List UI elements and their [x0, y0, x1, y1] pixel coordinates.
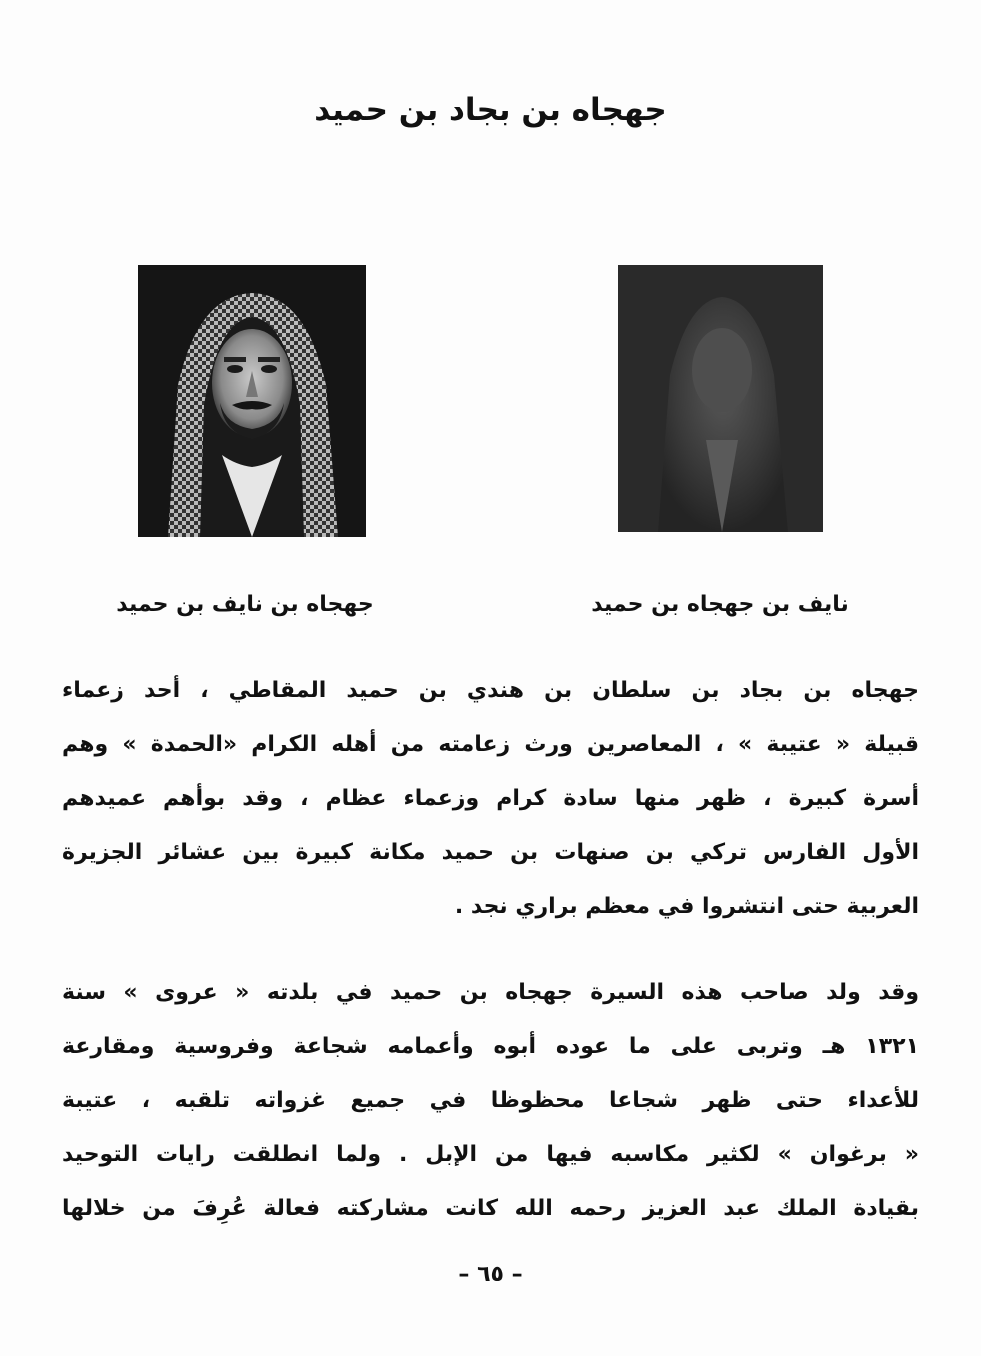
portrait-image: [618, 265, 823, 532]
portrait-photo-nayef-bin-jahjah: [618, 265, 823, 532]
paragraph-biography-origin: [62, 664, 919, 934]
page-number: – ٦٥ –: [458, 1262, 523, 1287]
text-line: جهجاه بن بجاد بن سلطان بن هندي بن حميد المقاطي ، أحد زعماء: [62, 678, 919, 703]
text-line: بقيادة الملك عبد العزيز رحمه الله كانت مشاركته فعالة عُرِفَ من خلالها: [62, 1196, 919, 1221]
portrait-caption-left: جهجاه بن نايف بن حميد: [116, 592, 374, 617]
paragraph-biography-birth: [62, 966, 919, 1236]
text-line: وقد ولد صاحب هذه السيرة جهجاه بن حميد في بلدته « عروى » سنة: [62, 980, 919, 1005]
portrait-photo-jahjah-bin-nayef: [138, 265, 366, 537]
portrait-image: [138, 265, 366, 537]
portrait-caption-right: نايف بن جهجاه بن حميد: [591, 592, 849, 617]
text-line: ١٣٢١ هـ وتربى على ما عوده أبوه وأعمامه شجاعة وفروسية ومقارعة: [62, 1034, 919, 1059]
text-line: أسرة كبيرة ، ظهر منها سادة كرام وزعماء عظام ، وقد بوأهم عميدهم: [62, 786, 919, 811]
text-line: الأول الفارس تركي بن صنهات بن حميد مكانة كبيرة بين عشائر الجزيرة: [62, 840, 919, 865]
text-line: للأعداء حتى ظهر شجاعا محظوظا في جميع غزواته تلقبه ، عتيبة: [62, 1088, 919, 1113]
text-line: قبيلة « عتيبة » ، المعاصرين ورث زعامته من أهله الكرام «الحمدة » وهم: [62, 732, 919, 757]
text-line: « برغوان » لكثير مكاسبه فيها من الإبل . ولما انطلقت رايات التوحيد: [62, 1142, 919, 1167]
text-line: العربية حتى انتشروا في معظم براري نجد .: [454, 894, 919, 919]
page-title: جهجاه بن بجاد بن حميد: [314, 92, 667, 128]
